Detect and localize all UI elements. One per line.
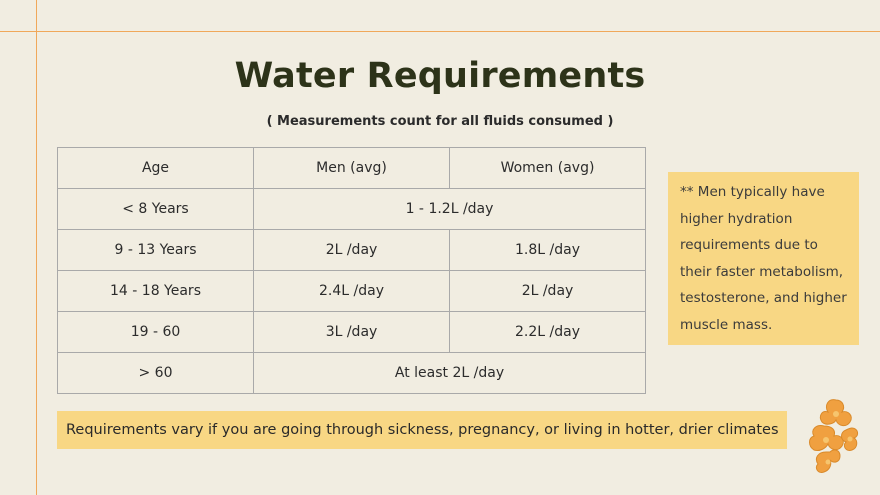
row-age: 14 - 18 Years — [58, 271, 254, 312]
table-row — [58, 271, 646, 312]
page-title: Water Requirements — [234, 56, 646, 96]
row-combined-value: 1 - 1.2L /day — [254, 189, 646, 230]
row-combined-value: At least 2L /day — [254, 353, 646, 394]
table-row — [58, 353, 646, 394]
header-women: Women (avg) — [450, 148, 646, 189]
table-row — [58, 312, 646, 353]
row-age: 9 - 13 Years — [58, 230, 254, 271]
horizontal-guide-line — [0, 31, 880, 32]
row-age: < 8 Years — [58, 189, 254, 230]
table-header-row — [58, 148, 646, 189]
row-women-value: 2.2L /day — [450, 312, 646, 353]
row-women-value: 1.8L /day — [450, 230, 646, 271]
row-men-value: 2L /day — [254, 230, 450, 271]
table-row — [58, 189, 646, 230]
header-men: Men (avg) — [254, 148, 450, 189]
row-age: 19 - 60 — [58, 312, 254, 353]
row-age: > 60 — [58, 353, 254, 394]
row-women-value: 2L /day — [450, 271, 646, 312]
bottom-banner: Requirements vary if you are going through sickness, pregnancy, or living in hotter, drier climates — [57, 411, 787, 449]
page-subtitle: ( Measurements count for all fluids consumed ) — [266, 114, 614, 129]
water-requirements-table — [57, 147, 646, 394]
row-men-value: 3L /day — [254, 312, 450, 353]
side-note: ** Men typically have higher hydration requirements due to their faster metabolism, testosterone, and higher muscle mass. — [668, 172, 859, 345]
header-age: Age — [58, 148, 254, 189]
flower-icon — [806, 396, 862, 474]
table-row — [58, 230, 646, 271]
row-men-value: 2.4L /day — [254, 271, 450, 312]
